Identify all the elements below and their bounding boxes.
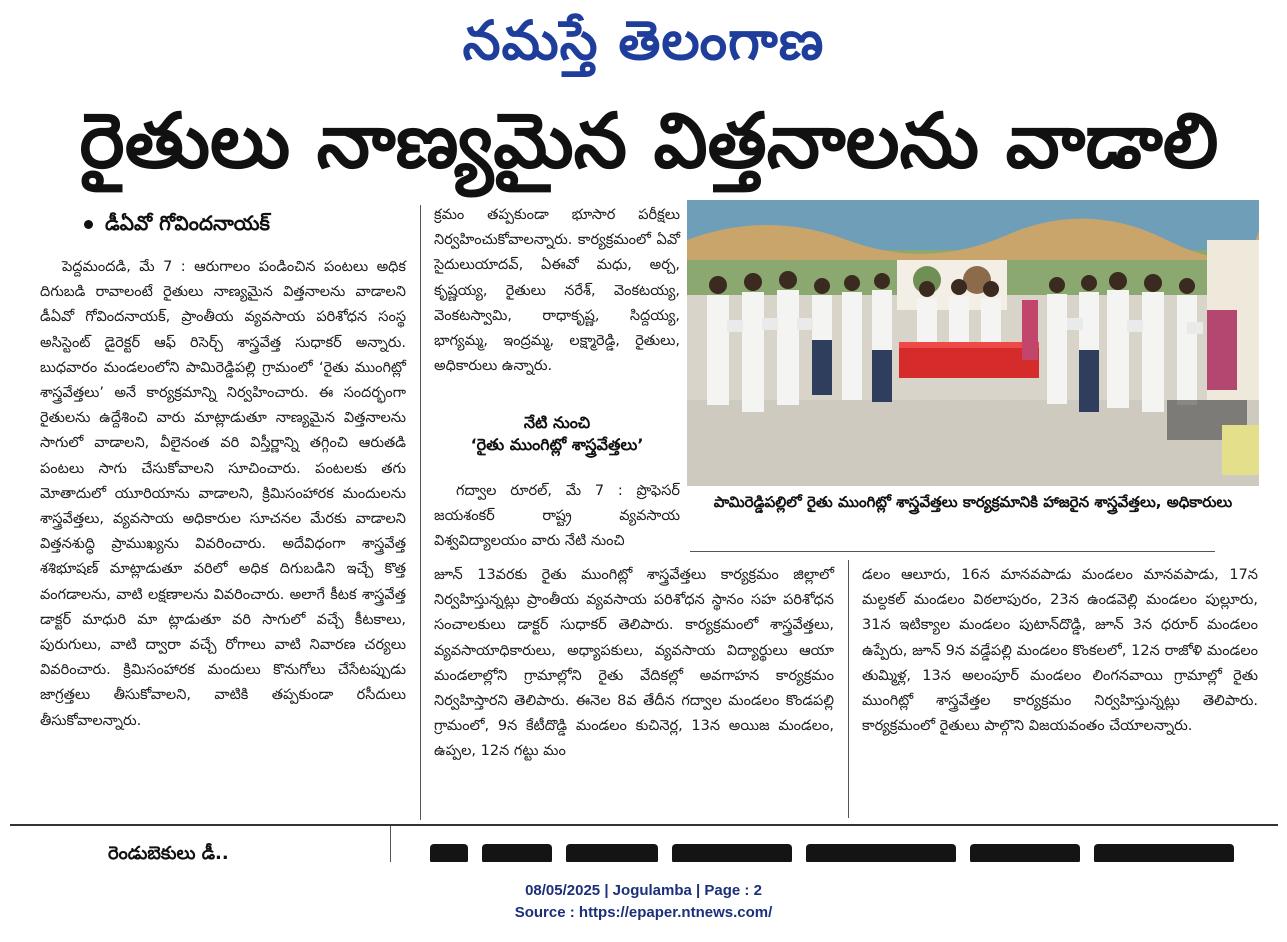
caption-divider	[690, 551, 1215, 552]
event-photo-illustration	[687, 200, 1259, 486]
subhead-line-2: ‘రైతు ముంగిట్లో శాస్త్రవేత్తలు’	[470, 435, 644, 454]
sub-article-subhead	[434, 412, 680, 456]
photo-caption: పామిరెడ్డిపల్లిలో రైతు ముంగిట్లో శాస్త్రవేత్తలు కార్యక్రమానికి హాజరైన శాస్త్రవేత్తలు, అధికారులు	[713, 493, 1233, 511]
byline-text: డీఏవో గోవిందనాయక్	[105, 211, 270, 235]
subhead-line-1: నేటి నుంచి	[523, 413, 591, 432]
sub-article-intro: గద్వాల రూరల్, మే 7 : ప్రొఫెసర్ జయశంకర్ రాష్ట్ర వ్యవసాయ విశ్వవిద్యాలయం వారు నేటి నుంచి	[434, 483, 680, 550]
byline	[84, 209, 270, 237]
article-left-column	[40, 255, 406, 734]
page-divider	[10, 824, 1278, 826]
article-body-left: పెద్దమందడి, మే 7 : ఆరుగాలం పండించిన పంటలు అధిక దిగుబడి రావాలంటే రైతులు నాణ్యమైన విత్తనాలను వాడాలని డీఏవో గోవిందనాయక్, ప్రాంతీయ వ్యవసాయ పరిశోధన సంస్థ అసిస్టెంట్ డైరెక్టర్ ఆఫ్ రిసెర్చ్ శాస్త్రవేత్త సుధాకర్ అన్నారు. బుధవారం మండలంలోని పామిరెడ్డిపల్లి గ్రామంలో ‘రైతు ముంగిట్లో శాస్త్రవేత్తలు’ అనే కార్యక్రమాన్ని నిర్వహించారు. ఈ సందర్భంగా రైతులను ఉద్దేశించి వారు మాట్లాడుతూ నాణ్యమైన విత్తనాలను సాగులో వాడాలని, వీలైనంత వరి విస్తీర్ణాన్ని తగ్గించి ఆరుతడి పంటలు సాగు చేసుకోవాలని సూచించారు. పంటలకు తగు మోతాదులో యూరియాను వాడాలని, క్రిమిసంహారక మందులను శాస్త్రవేత్తలు, వ్యవసాయ అధికారుల సూచనల మేరకు వాడాలని విత్తనశుద్ధి ప్రాముఖ్యను వివరించారు. అదేవిధంగా శాస్త్రవేత్త శశిభూషణ్ మాట్లాడుతూ వరిలో అధిక దిగుబడిని ఇచ్చే కొత్త వంగడాలను, వాటి లక్షణాలను వివరించారు. అలాగే కీటక శాస్త్రవేత్త డాక్టర్ మాధురి మా ట్లాడుతూ వరి సాగులో వచ్చే కీటకాలు, పురుగులు, వాటి ద్వారా వచ్చే రోగాలు వాటి నివారణ చర్యలు వివరించారు. క్రిమిసంహారక మందులు కొనుగోలు చేసేటప్పుడు జాగ్రత్తలు తీసుకోవాలని, వాటికి తప్పకుండా రసీదులు తీసుకోవాలన్నారు.	[40, 259, 406, 729]
sub-article-body-right: డలం ఆలూరు, 16న మానవపాడు మండలం మానవపాడు, 17న మల్దకల్ మండలం విఠలాపురం, 23న ఉండవెల్లి మండలం పుల్లూరు, 31న ఇటిక్యాల మండలం పుటాన్‌దొడ్డి, జూన్ 3న ధరూర్ మండలం ఉప్పేరు, జూన్ 9న వడ్డేపల్లి మండలం కొంకలలో, 12న రాజోళి మండలం తుమ్మిళ్ల, 13న అలంపూర్ మండలం లింగనవాయి గ్రామాల్లో రైతు ముంగిట్లో శాస్త్రవేత్తల కార్యక్రమం నిర్వహిస్తున్నట్లు తెలిపారు. కార్యక్రమంలో రైతులు పాల్గొని విజయవంతం చేయాలన్నారు.	[862, 567, 1258, 735]
masthead-logo: నమస్తే తెలంగాణ	[462, 9, 825, 72]
sub-article-intro-column	[434, 479, 680, 555]
sub-article-column-left	[434, 563, 834, 765]
article-body-middle: క్రమం తప్పకుండా భూసార పరీక్షలు నిర్వహించుకోవాలన్నారు. కార్యక్రమంలో ఏవో సైదులుయాదవ్, ఏఈవో మధు, అర్చ, కృష్ణయ్య, రైతులు నరేశ్, వెంకటయ్య, వెంకటస్వామి, రాధాకృష్ణ, సిద్దయ్య, భాగ్యమ్మ, ఇంద్రమ్మ, లక్ష్మారెడ్డి, రైతులు, అధికారులు ఉన్నారు.	[434, 207, 680, 375]
column-divider	[420, 205, 421, 820]
sub-article-column-right	[862, 563, 1258, 739]
next-story-headline-cropped	[420, 838, 1250, 862]
footer-edition: 08/05/2025 | Jogulamba | Page : 2	[525, 882, 762, 899]
sub-column-divider	[848, 560, 849, 818]
bottom-column-divider	[390, 826, 391, 862]
bullet-icon	[84, 220, 93, 229]
footer-source: Source : https://epaper.ntnews.com/	[514, 904, 773, 921]
article-middle-column	[434, 203, 680, 379]
sub-article-body-left: జూన్ 13వరకు రైతు ముంగిట్లో శాస్త్రవేత్తలు కార్యక్రమం జిల్లాలో నిర్వహిస్తున్నట్లు ప్రాంతీయ వ్యవసాయ పరిశోధన స్థానం సహ పరిశోధన సంచాలకులు డాక్టర్ సుధాకర్ తెలిపారు. కార్యక్రమంలో శాస్త్రవేత్తలు, వ్యవసాయాధికారులు, అధ్యాపకులు, వ్యవసాయ విద్యార్థులు ఆయా మండలాల్లోని గ్రామాల్లోని రైతు వేదికల్లో అవగాహన కార్యక్రమం నిర్వహిస్తారని తెలిపారు. ఈనెల 8వ తేదీన గద్వాల మండలం కొండపల్లి గ్రామంలో, 9న కేటీదొడ్డి మండలం కుచినెర్ల, 13న అయిజ మండలం, ఉప్పల, 12న గట్టు మం	[434, 567, 834, 760]
event-photo	[687, 200, 1259, 486]
footer	[0, 880, 1287, 924]
article-headline: రైతులు నాణ్యమైన విత్తనాలను వాడాలి	[79, 96, 1219, 185]
next-story-teaser: రెండుబెకులు డీ..	[108, 843, 229, 864]
